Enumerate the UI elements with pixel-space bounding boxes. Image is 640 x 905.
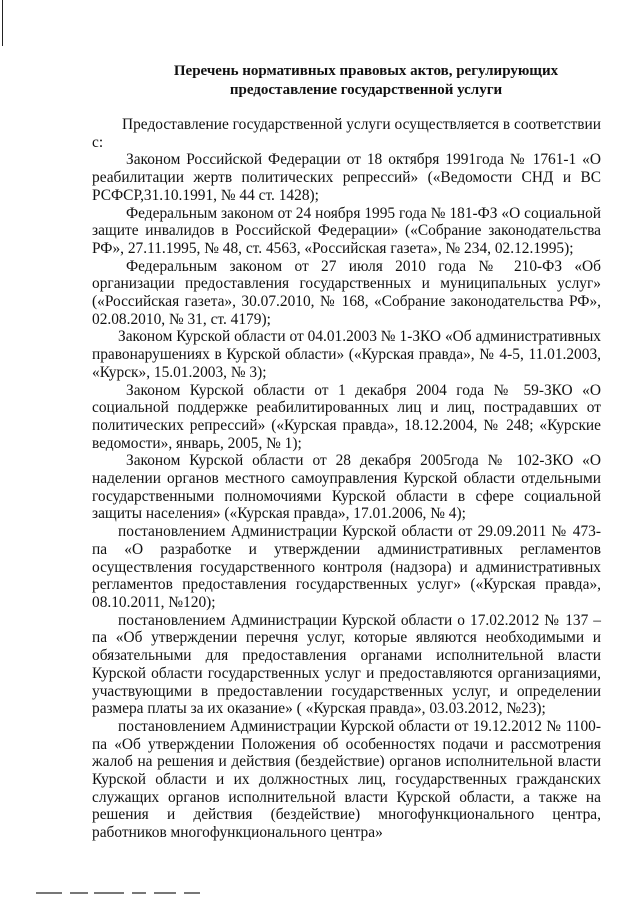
law-rf-1761-1: Законом Российской Федерации от 18 октября 1991года № 1761-1 «О реабилитации жертв политических репрессий» («Ведомости СНД и ВС РСФСР,31.10.1991, № 44 ст. 1428);: [92, 151, 601, 204]
document-title: [92, 62, 640, 100]
resolution-473-pa: постановлением Администрации Курской области от 29.09.2011 № 473-па «О разработке и утверждении административных регламентов осуществления государственного контроля (надзора) и административных регламентов предоставления государственных услуг» («Курская правда», 08.10.2011, №120);: [92, 523, 601, 611]
document-body: [92, 116, 601, 842]
resolution-137-pa: постановлением Администрации Курской области о 17.02.2012 № 137 – па «Об утверждении перечня услуг, которые являются необходимыми и обязательными для предоставления органами исполнительной власти Курской области государственных услуг и предоставляются организациями, участвующими в предоставлении государственных услуг, и определении размера платы за их оказание» ( «Курская правда», 03.03.2012, №23);: [92, 611, 601, 718]
title-line-2: предоставление государственной услуги: [229, 82, 503, 98]
scan-margin-mark: [2, 0, 3, 46]
kursk-law-1-zko: Законом Курской области от 04.01.2003 № 1-ЗКО «Об административных правонарушениях в Курской области» («Курская правда», № 4-5, 11.01.2003, «Курск», 15.01.2003, № 3);: [92, 328, 601, 381]
kursk-law-102-zko: Законом Курской области от 28 декабря 2005года № 102-ЗКО «О наделении органов местного самоуправления Курской области отдельными государственными полномочиями Курской области в сфере социальной защиты населения» («Курская правда», 17.01.2006, № 4);: [92, 452, 601, 523]
scan-footer-artifact: [36, 892, 206, 898]
kursk-law-59-zko: Законом Курской области от 1 декабря 2004 года № 59-ЗКО «О социальной поддержке реабилитированных лиц и лиц, пострадавших от политических репрессий» («Курская правда», 18.12.2004, № 248; «Курские ведомости», январь, 2005, № 1);: [92, 381, 601, 452]
intro-paragraph: Предоставление государственной услуги осуществляется в соответствии с:: [92, 116, 601, 151]
title-line-1: Перечень нормативных правовых актов, регулирующих: [173, 63, 559, 79]
federal-law-181-fz: Федеральным законом от 24 ноября 1995 года № 181-ФЗ «О социальной защите инвалидов в Российской Федерации» («Собрание законодательства РФ», 27.11.1995, № 48, ст. 4563, «Российская газета», № 234, 02.12.1995);: [92, 204, 601, 257]
federal-law-210-fz: Федеральным законом от 27 июля 2010 года № 210-ФЗ «Об организации предоставления государственных и муниципальных услуг» («Российская газета», 30.07.2010, № 168, «Собрание законодательства РФ», 02.08.2010, № 31, ст. 4179);: [92, 257, 601, 328]
resolution-1100-pa: постановлением Администрации Курской области от 19.12.2012 № 1100-па «Об утверждении Положения об особенностях подачи и рассмотрения жалоб на решения и действия (бездействие) органов исполнительной власти Курской области и их должностных лиц, государственных гражданских служащих органов исполнительной власти Курской области, а также на решения и действия (бездействие) многофункционального центра, работников многофункционального центра»: [92, 717, 601, 842]
